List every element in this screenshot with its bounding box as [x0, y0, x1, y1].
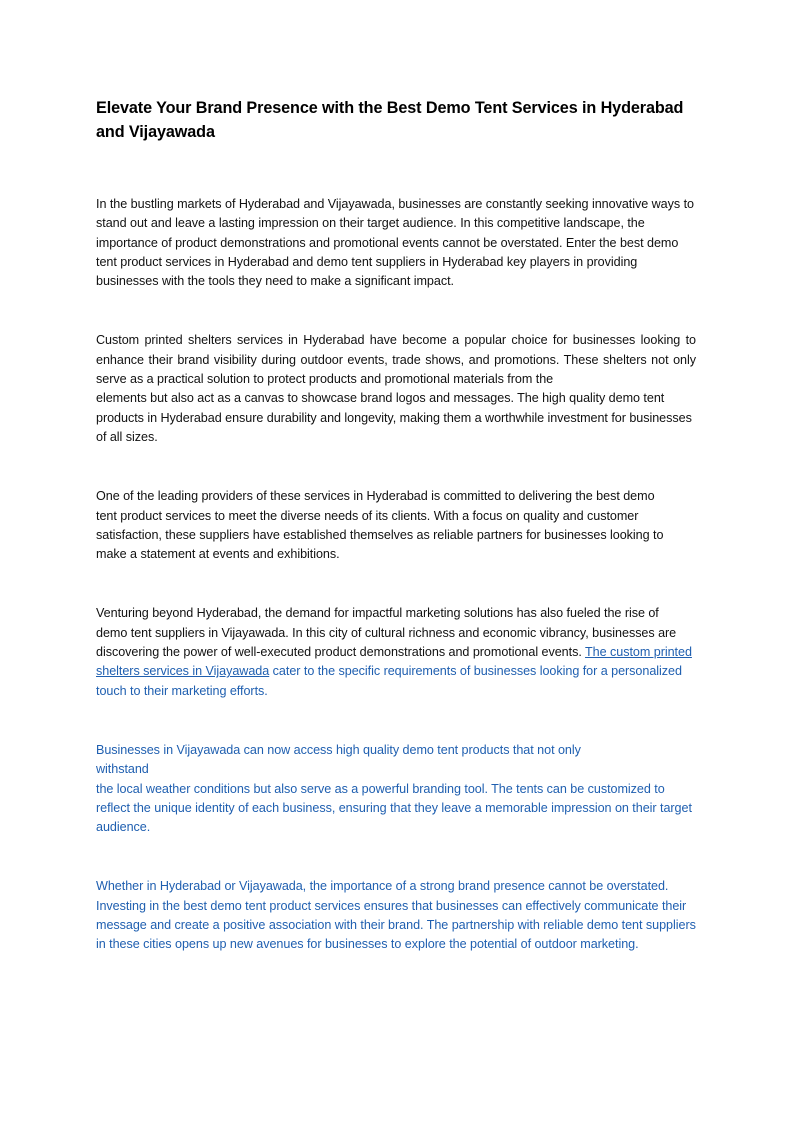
custom-printed-shelters-vijayawada-link[interactable]: The custom printed shelters services in Vijayawada [96, 645, 692, 679]
paragraph-conclusion [96, 877, 696, 954]
document-body [96, 96, 700, 995]
paragraph-intro [96, 195, 696, 291]
paragraph-intro-text: In the bustling markets of Hyderabad and Vijayawada, businesses are constantly seeking innovative ways to stand out and leave a lasting impression on their target audience. In this competitive landscape, the importance of product demonstrations and promotional events cannot be overstated. Enter the best demo tent product services in Hyderabad and demo tent suppliers in Hyderabad key players in providing businesses with the tools they need to make a significant impact. [96, 197, 694, 289]
document-title: Elevate Your Brand Presence with the Best Demo Tent Services in Hyderabad and Vijayawada [96, 99, 684, 141]
paragraph-conclusion-text: Whether in Hyderabad or Vijayawada, the importance of a strong brand presence cannot be overstated. Investing in the best demo tent product services ensures that businesses can effectively communicate their message and create a positive association with their brand. The partnership with reliable demo tent suppliers in these cities opens up new avenues for businesses to explore the potential of outdoor marketing. [96, 879, 696, 952]
paragraph-vijayawada [96, 604, 692, 700]
paragraph-leading-providers-text: One of the leading providers of these services in Hyderabad is committed to delivering the best demo tent product services to meet the diverse needs of its clients. With a focus on quality and customer satisfaction, these suppliers have established themselves as reliable partners for businesses looking to make a statement at events and exhibitions. [96, 489, 664, 562]
paragraph-custom-shelters [96, 331, 696, 447]
paragraph-weather-part-2: the local weather conditions but also serve as a powerful branding tool. The tents can be customized to reflect the unique identity of each business, ensuring that they leave a memorable impression on their target audience. [96, 781, 692, 835]
paragraph-custom-shelters-part-1: Custom printed shelters services in Hyderabad have become a popular choice for businesses looking to enhance their brand visibility during outdoor events, trade shows, and promotions. These shelters not only serve as a practical solution to protect products and promotional materials from the [96, 333, 696, 387]
paragraph-weather [96, 741, 700, 837]
paragraph-leading-providers [96, 487, 671, 564]
paragraph-weather-part-1: Businesses in Vijayawada can now access high quality demo tent products that not only withstand [96, 742, 581, 777]
paragraph-vijayawada-tail: cater to the specific requirements of businesses looking for a personalized touch to their marketing efforts. [96, 664, 682, 698]
paragraph-custom-shelters-part-2: elements but also act as a canvas to showcase brand logos and messages. The high quality demo tent products in Hyderabad ensure durability and longevity, making them a worthwhile investment for businesses of all sizes. [96, 391, 692, 444]
paragraph-vijayawada-text: Venturing beyond Hyderabad, the demand for impactful marketing solutions has also fueled the rise of demo tent suppliers in Vijayawada. In this city of cultural richness and economic vibrancy, businesses are discovering the power of well-executed product demonstrations and promotional events. [96, 606, 677, 660]
